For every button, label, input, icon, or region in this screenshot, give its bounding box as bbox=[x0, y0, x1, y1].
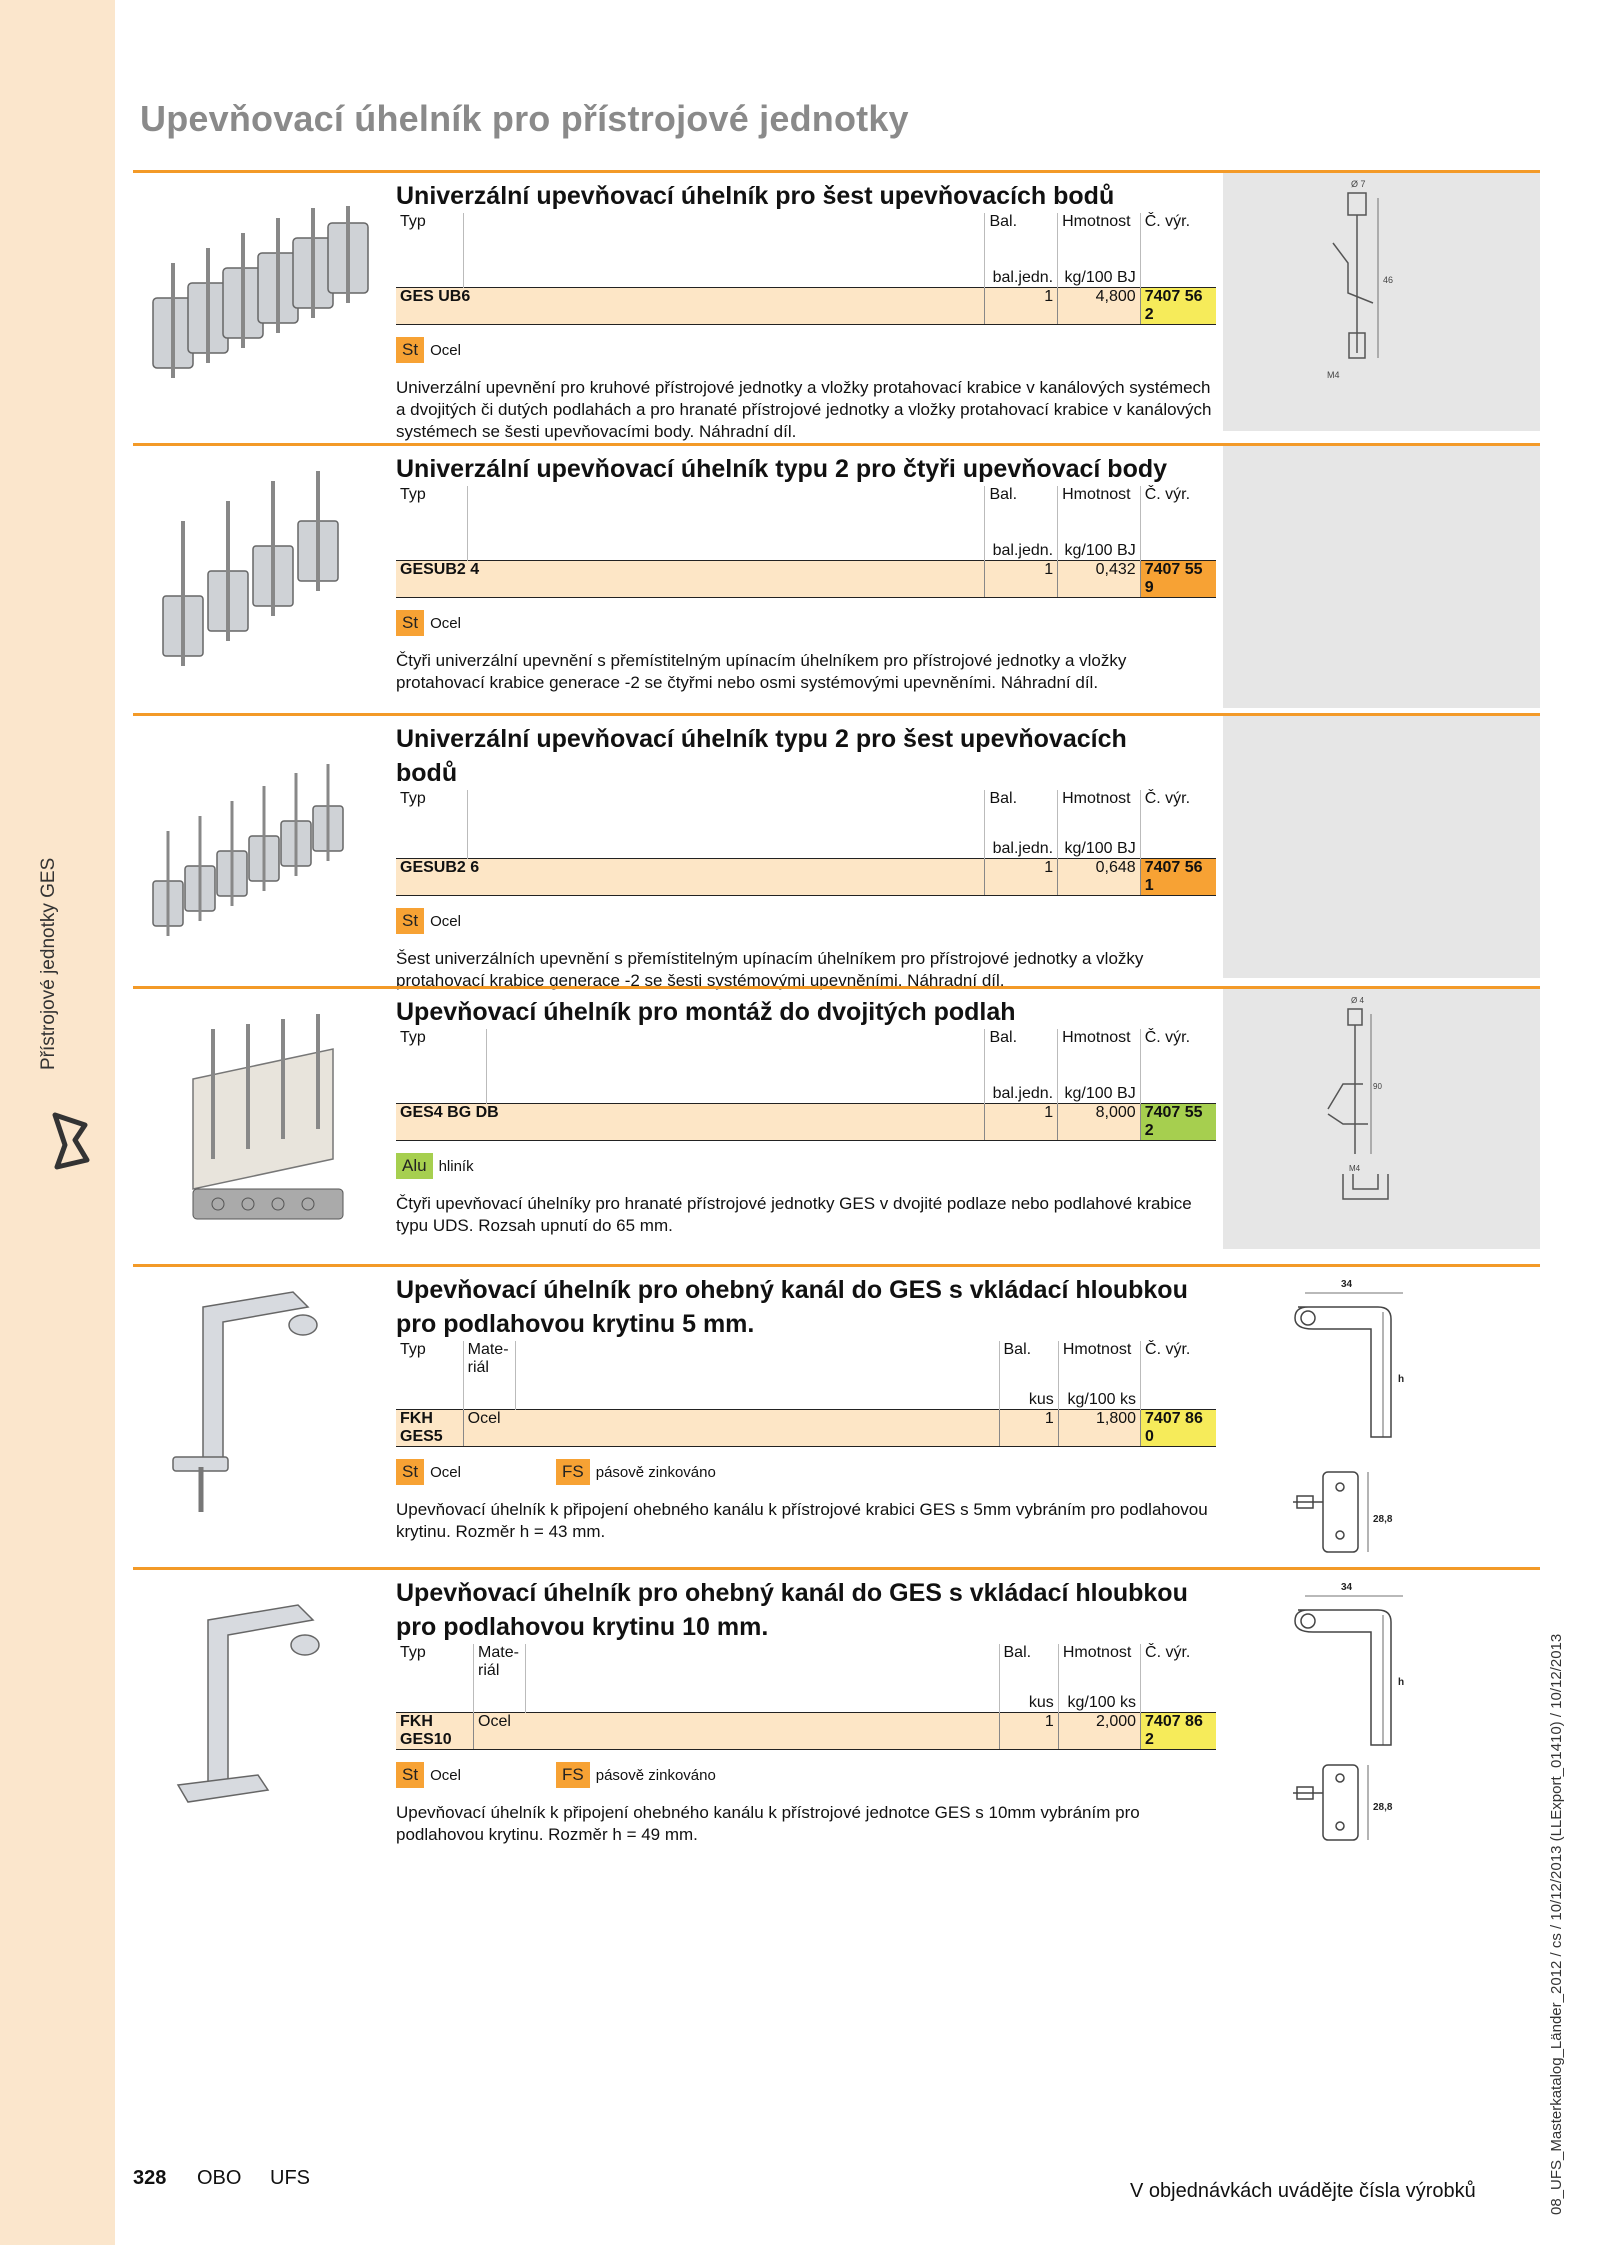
footer-note: V objednávkách uvádějte čísla výrobků bbox=[1130, 2180, 1476, 2202]
col-bal: Bal. bbox=[985, 1029, 1058, 1085]
unit-kus: kus bbox=[999, 1694, 1058, 1713]
material-name: hliník bbox=[438, 1158, 474, 1175]
dim-label: Ø 4 bbox=[1351, 996, 1364, 1005]
dim-label: M4 bbox=[1349, 1164, 1361, 1173]
col-hmotnost: Hmotnost bbox=[1058, 1644, 1140, 1694]
obo-logo-icon bbox=[45, 1105, 95, 1175]
product-section-2 bbox=[133, 443, 1540, 711]
spec-table bbox=[396, 213, 1216, 325]
material-name: Ocel bbox=[430, 615, 461, 632]
section-title: Upevňovací úhelník pro ohebný kanál do GES s vkládací hloubkou pro podlahovou krytinu 5 mm. bbox=[396, 1276, 1188, 1338]
page-number: 328 bbox=[133, 2167, 167, 2189]
section-title: Upevňovací úhelník pro montáž do dvojitých podlah bbox=[396, 998, 1016, 1026]
material-row bbox=[396, 1762, 1216, 1792]
col-hmotnost: Hmotnost bbox=[1058, 213, 1141, 269]
hmotnost-value: 0,648 bbox=[1058, 859, 1141, 896]
footer-series: UFS bbox=[270, 2167, 310, 2189]
technical-drawing-1 bbox=[1223, 173, 1540, 431]
spec-table bbox=[396, 1029, 1216, 1141]
product-description: Upevňovací úhelník k připojení ohebného kanálu k přístrojové jednotce GES s 10mm vybráním pro podlahovou krytinu. Rozměr h = 49 mm. bbox=[396, 1803, 1140, 1844]
col-cvyr: Č. výr. bbox=[1140, 790, 1216, 840]
product-image-fkh-ges10 bbox=[133, 1590, 383, 1830]
drawing-placeholder-3 bbox=[1223, 716, 1540, 978]
material-name: Ocel bbox=[430, 1767, 461, 1784]
section-title: Upevňovací úhelník pro ohebný kanál do GES s vkládací hloubkou pro podlahovou krytinu 10 mm. bbox=[396, 1579, 1188, 1641]
drawing-placeholder-2 bbox=[1223, 446, 1540, 708]
hmotnost-value: 1,800 bbox=[1058, 1410, 1140, 1447]
typ-value: GESUB2 6 bbox=[396, 859, 985, 896]
typ-value: FKH GES5 bbox=[396, 1410, 463, 1447]
technical-drawing-5 bbox=[1223, 1267, 1540, 1557]
unit-kus: kus bbox=[999, 1391, 1058, 1410]
material-row bbox=[396, 1459, 1216, 1489]
hmotnost-value: 2,000 bbox=[1058, 1713, 1140, 1750]
material-name: Ocel bbox=[430, 1464, 461, 1481]
unit-kg: kg/100 BJ bbox=[1058, 542, 1141, 561]
section-title: Univerzální upevňovací úhelník typu 2 pro šest upevňovacích bodů bbox=[396, 725, 1127, 787]
product-section-5 bbox=[133, 1264, 1540, 1567]
material-badge: St bbox=[396, 908, 424, 934]
unit-bal: bal.jedn. bbox=[985, 840, 1058, 859]
dim-label: 34 bbox=[1341, 1279, 1353, 1290]
col-hmotnost: Hmotnost bbox=[1058, 1029, 1141, 1085]
unit-kg: kg/100 BJ bbox=[1058, 840, 1141, 859]
unit-bal: bal.jedn. bbox=[985, 1085, 1058, 1104]
page-title: Upevňovací úhelník pro přístrojové jednotky bbox=[140, 98, 909, 139]
material-value: Ocel bbox=[474, 1713, 999, 1750]
material-badge: St bbox=[396, 1459, 424, 1485]
typ-value: GESUB2 4 bbox=[396, 561, 985, 598]
dim-label: h bbox=[1398, 1677, 1405, 1688]
product-section-3 bbox=[133, 713, 1540, 990]
footer-brand: OBO bbox=[197, 2167, 242, 2189]
product-description: Čtyři univerzální upevnění s přemístitelným upínacím úhelníkem pro přístrojové jednotky a vložky protahovací krabice generace -2 se čtyřmi nebo osmi systémovými upevněními. Náhradní díl. bbox=[396, 651, 1127, 692]
section-title: Univerzální upevňovací úhelník pro šest upevňovacích bodů bbox=[396, 182, 1115, 210]
spec-table bbox=[396, 1644, 1216, 1750]
col-bal: Bal. bbox=[999, 1644, 1058, 1694]
bal-value: 1 bbox=[999, 1410, 1058, 1447]
bal-value: 1 bbox=[985, 561, 1058, 598]
unit-bal: bal.jedn. bbox=[985, 542, 1058, 561]
article-number: 7407 86 0 bbox=[1141, 1410, 1216, 1447]
material-row bbox=[396, 908, 1216, 938]
side-label: Přístrojové jednotky GES bbox=[38, 857, 59, 1070]
product-description: Univerzální upevnění pro kruhové přístrojové jednotky a vložky protahovací krabice v kanálových systémech a dvojitých či dutých podlahách a pro hranaté přístrojové jednotky a vložky protahovací krabice v kanálových systémech se šesti upevňovacími body. Náhradní díl. bbox=[396, 378, 1212, 441]
bal-value: 1 bbox=[985, 1104, 1058, 1141]
material-row bbox=[396, 337, 1216, 367]
col-cvyr: Č. výr. bbox=[1140, 213, 1216, 269]
finish-name: pásově zinkováno bbox=[595, 1464, 716, 1481]
dim-label: Ø 7 bbox=[1351, 179, 1366, 189]
spec-table bbox=[396, 790, 1216, 896]
typ-value: GES UB6 bbox=[396, 288, 985, 325]
spec-table bbox=[396, 1341, 1216, 1447]
typ-value: GES4 BG DB bbox=[396, 1104, 985, 1141]
bal-value: 1 bbox=[985, 288, 1058, 325]
material-badge: St bbox=[396, 337, 424, 363]
dim-label: 28,8 bbox=[1373, 1802, 1393, 1813]
unit-kg: kg/100 BJ bbox=[1058, 269, 1141, 288]
dim-label: 34 bbox=[1341, 1582, 1353, 1593]
hmotnost-value: 8,000 bbox=[1058, 1104, 1141, 1141]
article-number: 7407 56 1 bbox=[1140, 859, 1216, 896]
dim-label: h bbox=[1398, 1374, 1405, 1385]
finish-badge: FS bbox=[556, 1459, 590, 1485]
unit-kg: kg/100 BJ bbox=[1058, 1085, 1141, 1104]
col-typ: Typ bbox=[400, 1029, 426, 1046]
product-description: Upevňovací úhelník k připojení ohebného kanálu k přístrojové krabici GES s 5mm vybráním pro podlahovou krytinu. Rozměr h = 43 mm. bbox=[396, 1500, 1208, 1541]
bal-value: 1 bbox=[999, 1713, 1058, 1750]
product-description: Čtyři upevňovací úhelníky pro hranaté přístrojové jednotky GES v dvojité podlaze nebo podlahové krabice typu UDS. Rozsah upnutí do 65 mm. bbox=[396, 1194, 1192, 1235]
article-number: 7407 55 2 bbox=[1140, 1104, 1216, 1141]
product-image-ges-ub6 bbox=[133, 203, 383, 403]
technical-drawing-4 bbox=[1223, 989, 1540, 1249]
material-row bbox=[396, 610, 1216, 640]
col-hmotnost: Hmotnost bbox=[1058, 1341, 1140, 1391]
unit-kg: kg/100 ks bbox=[1058, 1391, 1140, 1410]
product-image-fkh-ges5 bbox=[133, 1277, 383, 1537]
unit-kg: kg/100 ks bbox=[1058, 1694, 1140, 1713]
col-bal: Bal. bbox=[999, 1341, 1058, 1391]
dim-label: 28,8 bbox=[1373, 1514, 1393, 1525]
col-typ: Typ bbox=[400, 1644, 426, 1661]
col-hmotnost: Hmotnost bbox=[1058, 486, 1141, 542]
finish-badge: FS bbox=[556, 1762, 590, 1788]
section-title: Univerzální upevňovací úhelník typu 2 pro čtyři upevňovací body bbox=[396, 455, 1168, 483]
product-section-6 bbox=[133, 1567, 1540, 1870]
product-image-gesub2-4 bbox=[133, 466, 383, 686]
article-number: 7407 86 2 bbox=[1141, 1713, 1216, 1750]
col-cvyr: Č. výr. bbox=[1140, 486, 1216, 542]
hmotnost-value: 0,432 bbox=[1058, 561, 1141, 598]
col-typ: Typ bbox=[400, 1341, 426, 1358]
col-bal: Bal. bbox=[985, 213, 1058, 269]
col-material: Mate-riál bbox=[474, 1644, 526, 1694]
material-value: Ocel bbox=[463, 1410, 999, 1447]
dim-label: M4 bbox=[1327, 370, 1340, 380]
dim-label: 46 bbox=[1383, 275, 1394, 285]
typ-value: FKH GES10 bbox=[396, 1713, 474, 1750]
product-description: Šest univerzálních upevnění s přemístitelným upínacím úhelníkem pro přístrojové jednotky a vložky protahovací krabice generace -2 se šesti systémovými upevněními. Náhradní díl. bbox=[396, 949, 1144, 990]
col-material: Mate-riál bbox=[463, 1341, 515, 1391]
article-number: 7407 56 2 bbox=[1140, 288, 1216, 325]
bal-value: 1 bbox=[985, 859, 1058, 896]
col-cvyr: Č. výr. bbox=[1141, 1644, 1216, 1694]
col-hmotnost: Hmotnost bbox=[1058, 790, 1141, 840]
article-number: 7407 55 9 bbox=[1140, 561, 1216, 598]
col-cvyr: Č. výr. bbox=[1141, 1341, 1216, 1391]
spec-table bbox=[396, 486, 1216, 598]
product-image-gesub2-6 bbox=[133, 761, 383, 951]
col-typ: Typ bbox=[400, 213, 426, 230]
footer-file-info: 08_UFS_Masterkatalog_Länder_2012 / cs / 10/12/2013 (LLExport_01410) / 10/12/2013 bbox=[1548, 1633, 1565, 2215]
material-badge: St bbox=[396, 1762, 424, 1788]
col-bal: Bal. bbox=[985, 486, 1058, 542]
material-name: Ocel bbox=[430, 342, 461, 359]
col-typ: Typ bbox=[400, 486, 426, 503]
hmotnost-value: 4,800 bbox=[1058, 288, 1141, 325]
material-row bbox=[396, 1153, 1216, 1183]
col-bal: Bal. bbox=[985, 790, 1058, 840]
material-name: Ocel bbox=[430, 913, 461, 930]
product-section-1 bbox=[133, 170, 1540, 443]
material-badge: St bbox=[396, 610, 424, 636]
product-image-ges4-bg-db bbox=[133, 1009, 383, 1249]
finish-name: pásově zinkováno bbox=[595, 1767, 716, 1784]
dim-label: 90 bbox=[1373, 1082, 1382, 1091]
unit-bal: bal.jedn. bbox=[985, 269, 1058, 288]
technical-drawing-6 bbox=[1223, 1570, 1540, 1850]
col-cvyr: Č. výr. bbox=[1140, 1029, 1216, 1085]
col-typ: Typ bbox=[400, 790, 426, 807]
material-badge: Alu bbox=[396, 1153, 433, 1179]
product-section-4 bbox=[133, 986, 1540, 1264]
